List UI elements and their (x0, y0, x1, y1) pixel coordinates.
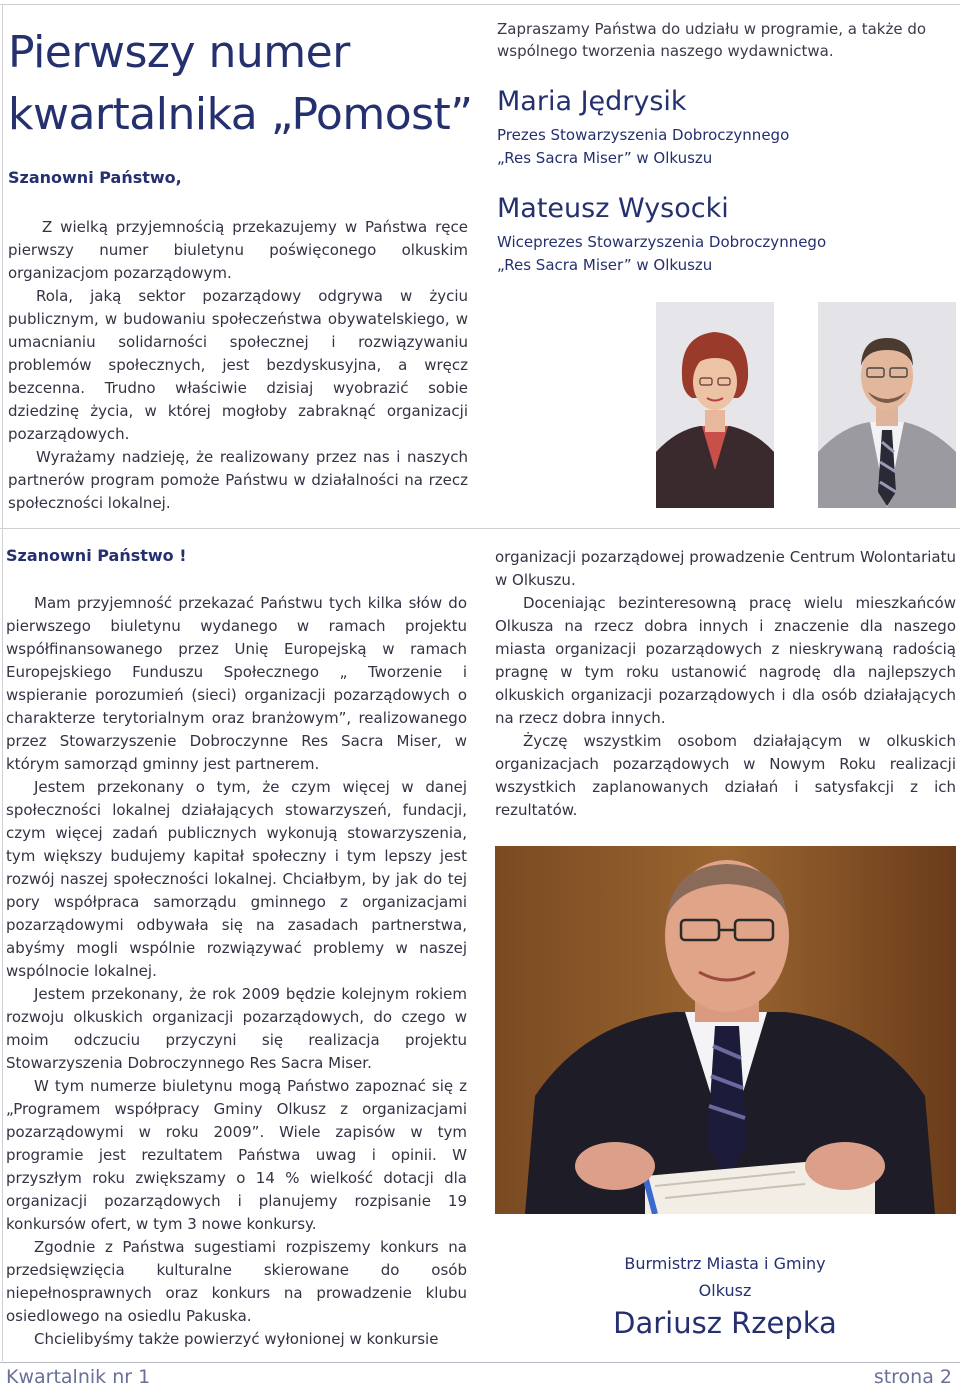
signatory-role-2 (497, 231, 937, 277)
letter-paragraph-7: organizacji pozarządowej prowadzenie Centrum Wolontariatu w Olkuszu. (495, 548, 956, 589)
intro-paragraph-3: Wyrażamy nadzieję, że realizowany przez nas i naszych partnerów program pomoże Państwu w działalności na rzecz społeczności lokalnej. (8, 448, 468, 512)
letter-paragraph-9: Życzę wszystkim osobom działającym w olkuskich organizacjach pozarządowych w Nowym Roku realizacji wszystkich zaplanowanych działań i satysfakcji z ich rezultatów. (495, 732, 956, 819)
portrait-woman-image (656, 302, 774, 508)
signatory-role-2-line-2: „Res Sacra Miser” w Olkuszu (497, 256, 713, 274)
section-divider (0, 528, 960, 529)
mayor-name: Dariusz Rzepka (613, 1306, 837, 1340)
signatory-role-1-line-2: „Res Sacra Miser” w Olkuszu (497, 149, 713, 167)
page-title (8, 22, 478, 146)
intro-paragraph-2: Rola, jaką sektor pozarządowy odgrywa w życiu publicznym, w budowaniu społeczeństwa obywatelskiego, w umacnianiu solidarności społecznej i rozwiązywaniu problemów społecznych, jest bezdyskusyjna, a wręcz bezcenna. Trudno właściwie dzisiaj wyobrazić sobie dziedzinę życia, w której mogłoby zabraknąć organizacji pozarządowych. (8, 287, 468, 443)
letter-greeting: Szanowni Państwo ! (6, 546, 187, 565)
mayor-caption (610, 1250, 840, 1304)
caption-line-1: Burmistrz Miasta i Gminy (624, 1254, 826, 1273)
caption-line-2: Olkusz (698, 1281, 752, 1300)
intro-text (8, 216, 468, 515)
title-line-1: Pierwszy numer (8, 27, 350, 78)
portrait-photo-woman (656, 302, 774, 508)
signatory-role-1-line-1: Prezes Stowarzyszenia Dobroczynnego (497, 126, 790, 144)
letter-paragraph-5: Zgodnie z Państwa sugestiami rozpiszemy konkurs na przedsięwzięcia kulturalne skierowane do osób niepełnosprawnych oraz konkurs na prowadzenie klubu osiedlowego na osiedlu Pakuska. (6, 1238, 467, 1325)
letter-paragraph-4: W tym numerze biuletynu mogą Państwo zapoznać się z „Programem współpracy Gminy Olkusz z organizacjami pozarządowymi w roku 2009”. Wiele zapisów w tym programie jest rezultatem Państwa uwag i opinii. W przyszłym roku zwiększamy o 14 % wielkość dotacji dla organizacji pozarządowych i planujemy rozpisanie 19 konkursów ofert, w tym 3 nowe konkursy. (6, 1077, 467, 1233)
left-rule (2, 4, 3, 1361)
letter-paragraph-1: Mam przyjemność przekazać Państwu tych kilka słów do pierwszego biuletynu wydanego w ramach projektu współfinansowanego przez Unię Europejską w ramach Europejskiego Funduszu Społecznego „ Tworzenie i wspieranie porozumień (sieci) organizacji pozarządowych o charakterze terytorialnym oraz branżowym”, realizowanego przez Stowarzyszenie Dobroczynne Res Sacra Miser, w którym samorząd gminny jest partnerem. (6, 594, 467, 773)
footer-issue: Kwartalnik nr 1 (6, 1366, 151, 1388)
letter-right-column (495, 546, 956, 822)
intro-greeting: Szanowni Państwo, (8, 168, 182, 187)
portrait-photo-man (818, 302, 956, 508)
mayor-image (495, 846, 956, 1214)
signatory-role-2-line-1: Wiceprezes Stowarzyszenia Dobroczynnego (497, 233, 827, 251)
signatory-role-1 (497, 124, 937, 170)
letter-paragraph-3: Jestem przekonany, że rok 2009 będzie kolejnym rokiem rozwoju olkuskich organizacji pozarządowych, do czego w moim odczuciu przyczyni się realizacja projektu Stowarzyszenia Dobroczynnego Res Sacra Miser. (6, 985, 467, 1072)
signatory-name-2: Mateusz Wysocki (497, 193, 729, 224)
title-line-2: kwartalnika „Pomost” (8, 89, 473, 140)
footer-rule (0, 1362, 960, 1363)
mayor-photo (495, 846, 956, 1214)
footer-page-number: strona 2 (873, 1366, 952, 1388)
top-rule (0, 4, 960, 5)
intro-paragraph-1: Z wielką przyjemnością przekazujemy w Państwa ręce pierwszy numer biuletynu poświęconego olkuskim organizacjom pozarządowym. (8, 218, 468, 282)
invite-text: Zapraszamy Państwa do udziału w programie, a także do wspólnego tworzenia naszego wydawnictwa. (497, 20, 927, 60)
letter-paragraph-6: Chcielibyśmy także powierzyć wyłonionej w konkursie (34, 1330, 439, 1348)
letter-paragraph-2: Jestem przekonany o tym, że czym więcej w danej społeczności lokalnej działających stowarzyszeń, fundacji, czym więcej zadań publicznych wykonują stowarzyszenia, tym większy budujemy kapitał społeczny i tym lepszy jest rozwój naszej społeczności lokalnej. Chciałbym, by jak do tej pory współpraca samorządu gminnego z organizacjami pozarządowymi odbywała się na zasadach partnerstwa, abyśmy mogli wspólnie rozwiązywać problemy w naszej wspólnocie lokalnej. (6, 778, 467, 980)
letter-left-column (6, 592, 467, 1351)
signatory-name-1: Maria Jędrysik (497, 86, 687, 117)
letter-paragraph-8: Doceniając bezinteresowną pracę wielu mieszkańców Olkusza na rzecz dobra innych i znaczenie dla naszego miasta organizacji pozarządowych z nieskrywaną radością pragnę w tym roku ustanowić nagrodę dla najlepszych olkuskich organizacji pozarządowych i dla osób działających na rzecz dobra innych. (495, 594, 956, 727)
portrait-man-image (818, 302, 956, 508)
